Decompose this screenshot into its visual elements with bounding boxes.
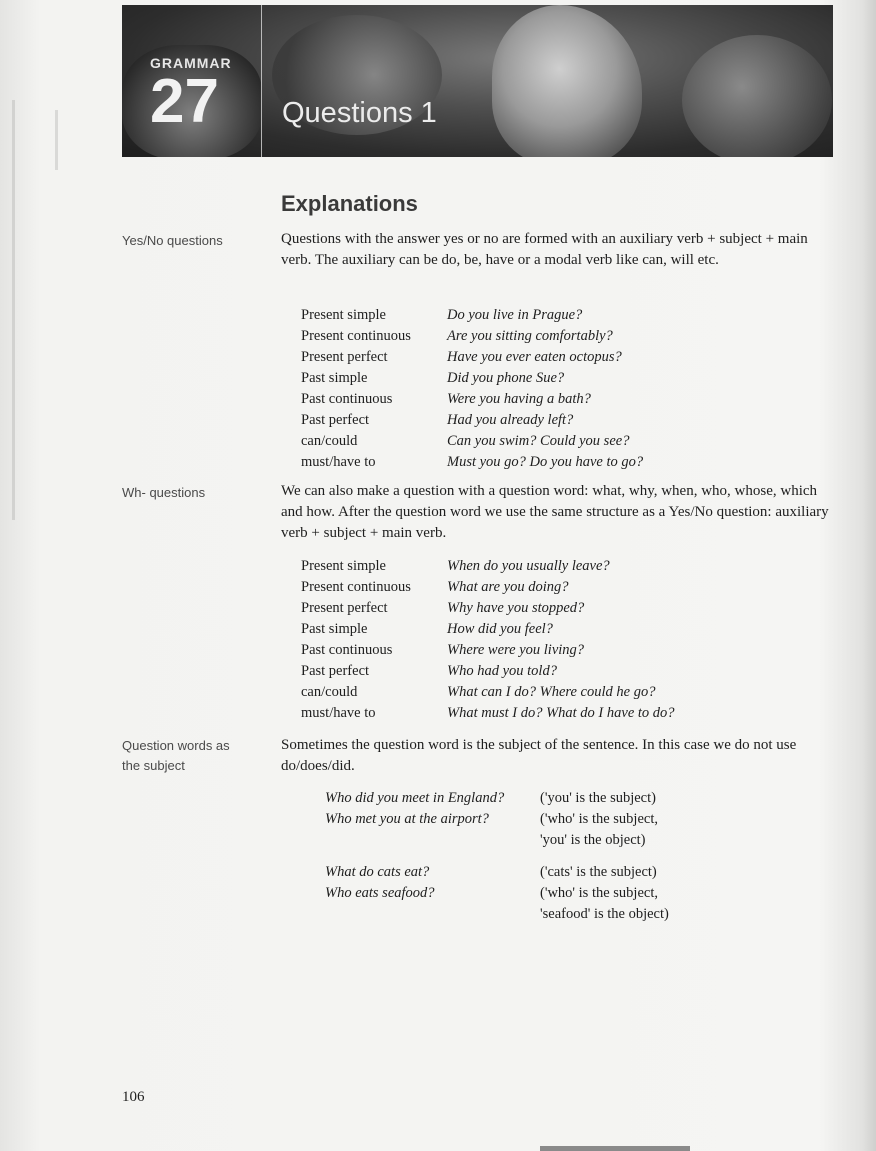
page-binding-shadow xyxy=(12,100,15,520)
subject-examples xyxy=(325,788,745,925)
example-row xyxy=(301,682,731,703)
unit-banner xyxy=(122,5,833,157)
example-row xyxy=(325,788,745,809)
example-row xyxy=(301,598,731,619)
example-left: Present simple xyxy=(301,558,386,574)
example-left: must/have to xyxy=(301,705,376,721)
unit-label: GRAMMAR xyxy=(150,55,232,71)
wh-intro: We can also make a question with a question word: what, why, when, who, whose, which and how. After the question word we use the same structure as a Yes/No question: auxiliary verb + subject + main verb. xyxy=(281,483,829,541)
example-left: Past simple xyxy=(301,621,368,637)
example-row xyxy=(301,452,721,473)
yesno-intro: Questions with the answer yes or no are formed with an auxiliary verb + subject + main verb. The auxiliary can be do, be, have or a modal verb like can, will etc. xyxy=(281,231,808,268)
example-row xyxy=(301,431,721,452)
example-row xyxy=(301,661,731,682)
example-right: Who had you told? xyxy=(447,663,557,679)
section-heading: Explanations xyxy=(281,191,418,216)
example-right: ('who' is the subject, xyxy=(540,885,658,901)
example-left: Past perfect xyxy=(301,663,370,679)
example-left: Who eats seafood? xyxy=(325,885,435,901)
example-right: Can you swim? Could you see? xyxy=(447,433,630,449)
side-label-subject-1: Question words as xyxy=(122,738,230,753)
example-right: Do you live in Prague? xyxy=(447,307,583,323)
example-row xyxy=(301,619,731,640)
example-left: Present simple xyxy=(301,307,386,323)
example-right: What must I do? What do I have to do? xyxy=(447,705,675,721)
example-row xyxy=(301,368,721,389)
example-right: Did you phone Sue? xyxy=(447,370,565,386)
example-row xyxy=(325,904,745,925)
example-left: Who did you meet in England? xyxy=(325,790,505,806)
example-right: Where were you living? xyxy=(447,642,585,658)
example-left: can/could xyxy=(301,433,358,449)
example-right: Why have you stopped? xyxy=(447,600,585,616)
page-edge-shadow xyxy=(540,1146,690,1151)
unit-title: Questions 1 xyxy=(282,97,437,129)
example-right: Were you having a bath? xyxy=(447,391,591,407)
example-right: 'you' is the object) xyxy=(540,832,646,848)
example-left: Past simple xyxy=(301,370,368,386)
side-label-yesno: Yes/No questions xyxy=(122,233,223,248)
example-right: When do you usually leave? xyxy=(447,558,610,574)
example-left: Present continuous xyxy=(301,579,411,595)
example-right: Must you go? Do you have to go? xyxy=(447,454,644,470)
example-left: Past continuous xyxy=(301,391,393,407)
example-right: Had you already left? xyxy=(447,412,574,428)
example-left: Present perfect xyxy=(301,349,388,365)
example-left: Who met you at the airport? xyxy=(325,811,489,827)
example-row xyxy=(325,862,745,883)
wh-examples xyxy=(301,556,731,724)
example-right: 'seafood' is the object) xyxy=(540,906,669,922)
example-right: How did you feel? xyxy=(447,621,553,637)
example-left: Past perfect xyxy=(301,412,370,428)
example-right: ('who' is the subject, xyxy=(540,811,658,827)
example-right: Are you sitting comfortably? xyxy=(447,328,613,344)
photo-figure-right xyxy=(682,35,832,157)
example-row xyxy=(301,389,721,410)
example-right: What are you doing? xyxy=(447,579,569,595)
example-row xyxy=(301,410,721,431)
example-row xyxy=(301,556,731,577)
example-row xyxy=(325,830,745,851)
page-binding-shadow-2 xyxy=(55,110,58,170)
side-label-subject-2: the subject xyxy=(122,758,185,773)
example-row xyxy=(301,347,721,368)
example-row xyxy=(325,883,745,904)
yesno-examples xyxy=(301,305,721,473)
example-left: can/could xyxy=(301,684,358,700)
photo-figure-face xyxy=(492,5,642,157)
example-left: must/have to xyxy=(301,454,376,470)
unit-number: 27 xyxy=(150,67,219,136)
example-right: Have you ever eaten octopus? xyxy=(447,349,622,365)
example-right: ('you' is the subject) xyxy=(540,790,656,806)
subject-intro: Sometimes the question word is the subject of the sentence. In this case we do not use do/does/did. xyxy=(281,737,797,774)
banner-divider xyxy=(261,5,262,157)
example-right: What can I do? Where could he go? xyxy=(447,684,656,700)
example-left: Present perfect xyxy=(301,600,388,616)
example-row xyxy=(301,305,721,326)
example-row xyxy=(301,326,721,347)
example-left: What do cats eat? xyxy=(325,864,430,880)
example-row xyxy=(325,809,745,830)
example-left: Present continuous xyxy=(301,328,411,344)
example-left: Past continuous xyxy=(301,642,393,658)
example-row xyxy=(301,640,731,661)
page-number: 106 xyxy=(122,1089,145,1105)
side-label-wh: Wh- questions xyxy=(122,485,206,500)
example-row xyxy=(301,577,731,598)
example-row xyxy=(301,703,731,724)
example-right: ('cats' is the subject) xyxy=(540,864,657,880)
